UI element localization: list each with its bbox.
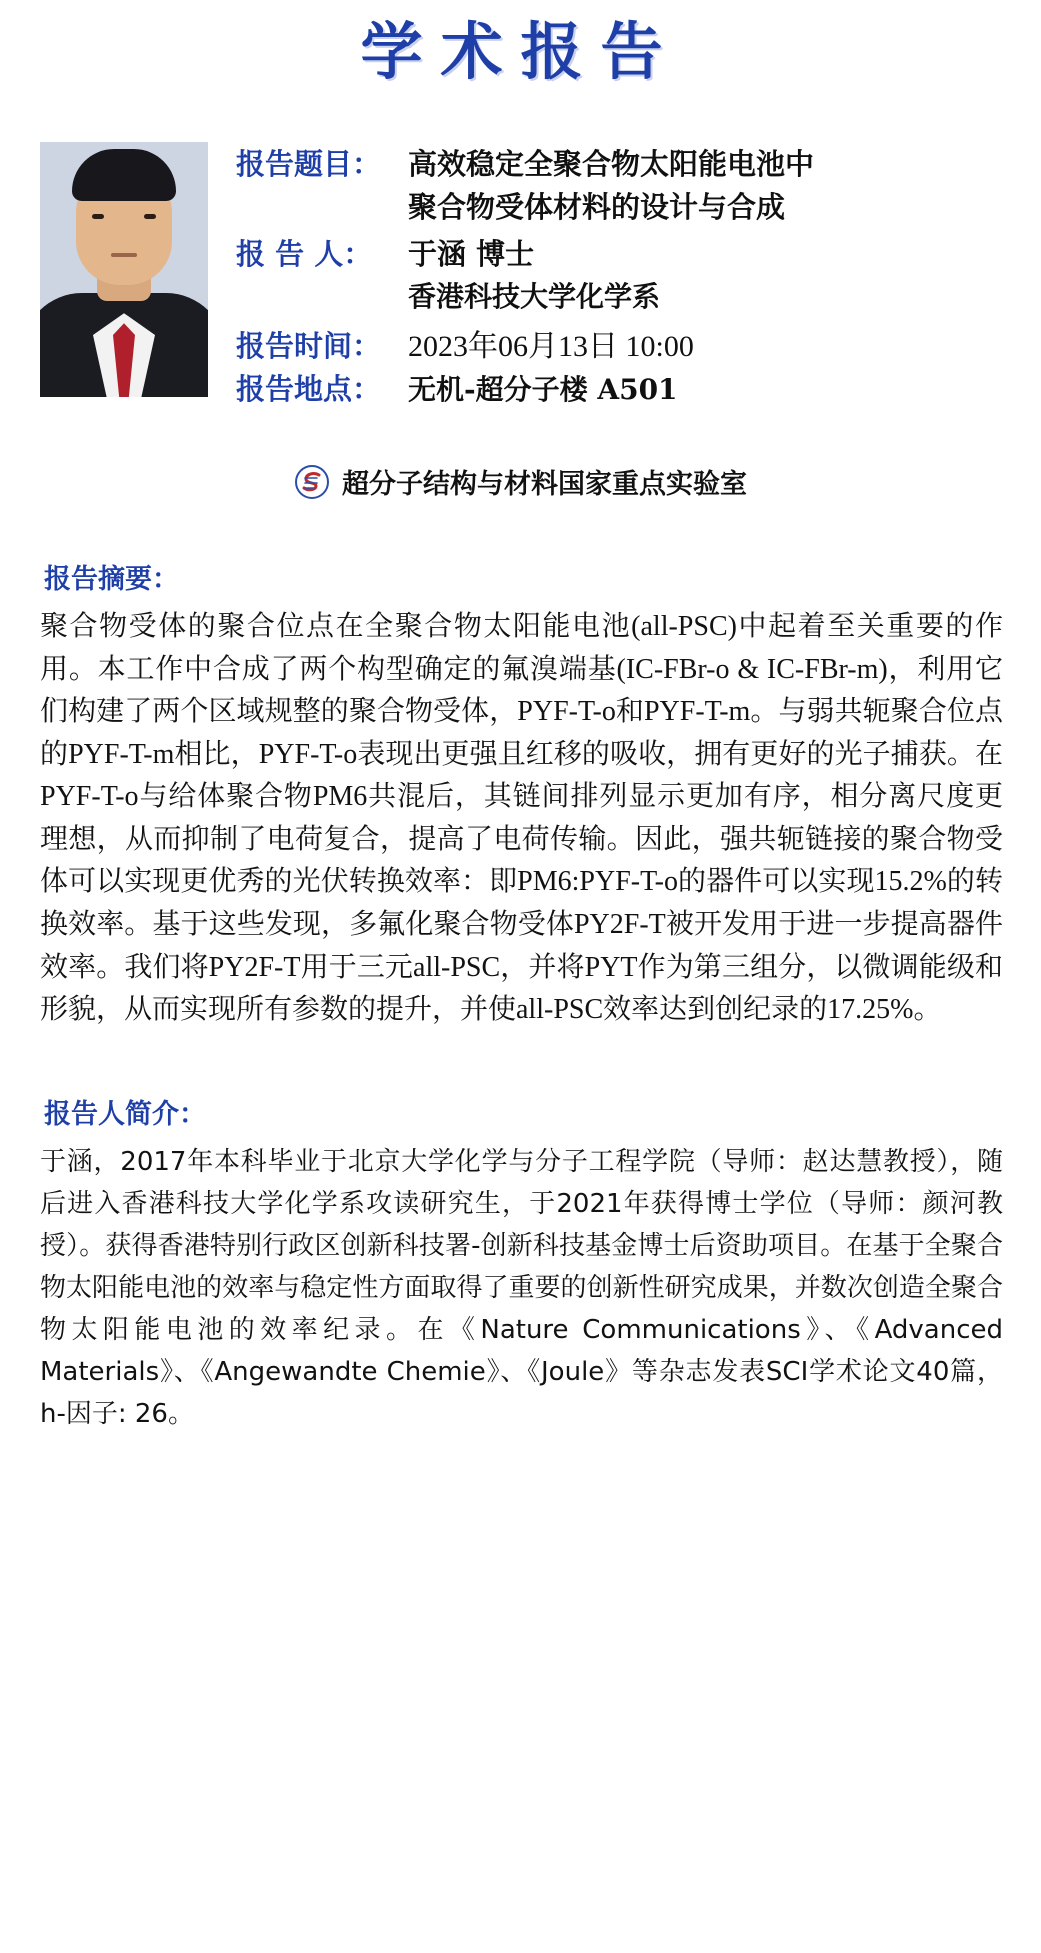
speaker-photo	[40, 142, 208, 397]
talk-place-label: 报告地点：	[236, 372, 382, 407]
bio-section	[34, 1092, 1007, 1436]
talk-place-value: 无机-超分子楼 A501	[408, 373, 678, 407]
talk-speaker-row	[236, 232, 814, 273]
abstract-title: 报告摘要：	[44, 564, 179, 596]
poster-title-block	[34, 0, 1007, 86]
talk-topic-row-2	[408, 185, 814, 226]
talk-topic-line1: 高效稳定全聚合物太阳能电池中	[408, 147, 815, 182]
lab-logo-icon	[294, 464, 330, 500]
talk-affiliation-row	[408, 275, 814, 315]
talk-time-value: 2023年06月13日 10:00	[408, 330, 694, 364]
page-title: 学术报告	[360, 15, 681, 88]
abstract-section	[34, 557, 1007, 1031]
talk-header	[34, 116, 1007, 410]
lab-line	[34, 462, 1007, 501]
talk-speaker-name: 于涵 博士	[408, 237, 535, 272]
lab-name: 超分子结构与材料国家重点实验室	[342, 469, 747, 501]
bio-text: 于涵，2017年本科毕业于北京大学化学与分子工程学院（导师：赵达慧教授），随后进入香港科技大学化学系攻读研究生，于2021年获得博士学位（导师：颜河教授）。获得香港特别行政区创新科技署-创新科技基金博士后资助项目。在基于全聚合物太阳能电池的效率与稳定性方面取得了重要的创新性研究成果，并数次创造全聚合物太阳能电池的效率纪录。在《Nature Communications》、《Advanced Materials》、《Angewandte Chemie》、《Joule》等杂志发表SCI学术论文40篇，h-因子: 26。	[40, 1146, 1003, 1430]
talk-topic-line2: 聚合物受体材料的设计与合成	[408, 190, 786, 225]
abstract-text: 聚合物受体的聚合位点在全聚合物太阳能电池(all-PSC)中起着至关重要的作用。本工作中合成了两个构型确定的氟溴端基(IC-FBr-o & IC-FBr-m)，利用它们构建了两个区域规整的聚合物受体，PYF-T-o和PYF-T-m。与弱共轭聚合位点的PYF-T-m相比，PYF-T-o表现出更强且红移的吸收，拥有更好的光子捕获。在PYF-T-o与给体聚合物PM6共混后，其链间排列显示更加有序，相分离尺度更理想，从而抑制了电荷复合，提高了电荷传输。因此，强共轭链接的聚合物受体可以实现更优秀的光伏转换效率：即PM6:PYF-T-o的器件可以实现15.2%的转换效率。基于这些发现，多氟化聚合物受体PY2F-T被开发用于进一步提高器件效率。我们将PY2F-T用于三元all-PSC，并将PYT作为第三组分，以微调能级和形貌，从而实现所有参数的提升，并使all-PSC效率达到创纪录的17.25%。	[40, 611, 1003, 1026]
talk-info	[236, 116, 814, 410]
bio-title: 报告人简介：	[44, 1098, 206, 1130]
talk-speaker-affiliation: 香港科技大学化学系	[408, 280, 661, 314]
talk-time-label: 报告时间：	[236, 329, 382, 364]
talk-place-row	[236, 367, 814, 408]
talk-time-row	[236, 321, 814, 365]
talk-speaker-label: 报 告 人：	[236, 237, 373, 272]
talk-topic-label: 报告题目：	[236, 147, 382, 182]
talk-topic-row	[236, 142, 814, 183]
